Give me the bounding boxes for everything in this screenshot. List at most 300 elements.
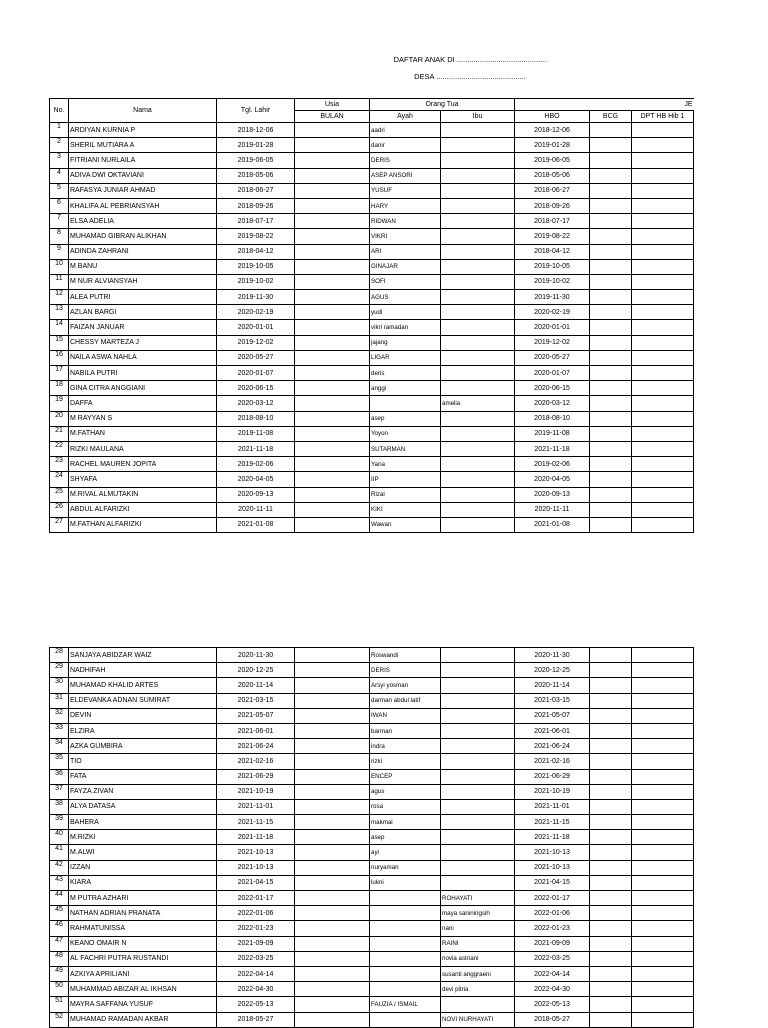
table-row: [50, 875, 694, 890]
birth-date: 2021-02-16: [217, 754, 295, 769]
dpt-cell: [632, 784, 694, 799]
table-row: [50, 441, 694, 456]
birth-date: 2020-09-13: [217, 487, 295, 502]
mother-name: [441, 517, 515, 532]
row-number: 14: [50, 320, 69, 335]
child-name: ADINDA ZAHRANI: [69, 244, 217, 259]
table-row: [50, 183, 694, 198]
birth-date: 2020-06-15: [217, 381, 295, 396]
father-name: anggi: [370, 381, 441, 396]
col-header-ibu: Ibu: [441, 111, 515, 123]
mother-name: [441, 860, 515, 875]
hbo-date: 2022-05-13: [515, 997, 590, 1012]
row-number: 41: [50, 845, 69, 860]
hbo-date: 2019-11-08: [515, 426, 590, 441]
mother-name: [441, 441, 515, 456]
bcg-cell: [590, 290, 632, 305]
mother-name: [441, 472, 515, 487]
row-number: 32: [50, 708, 69, 723]
dpt-cell: [632, 426, 694, 441]
age-months: [295, 966, 370, 981]
child-name: MUHAMAD GIBRAN ALIKHAN: [69, 229, 217, 244]
father-name: indra: [370, 739, 441, 754]
mother-name: [441, 320, 515, 335]
child-name: MUHAMAD RAMADAN AKBAR: [69, 1012, 217, 1027]
birth-date: 2019-06-05: [217, 153, 295, 168]
dpt-cell: [632, 517, 694, 532]
child-name: FATA: [69, 769, 217, 784]
child-name: ALEA PUTRI: [69, 290, 217, 305]
father-name: SOFI: [370, 274, 441, 289]
mother-name: [441, 305, 515, 320]
col-header-tgl-lahir: Tgl. Lahir: [217, 99, 295, 123]
col-header-nama: Nama: [69, 99, 217, 123]
dpt-cell: [632, 229, 694, 244]
bcg-cell: [590, 693, 632, 708]
age-months: [295, 845, 370, 860]
father-name: Roswandi: [370, 648, 441, 663]
mother-name: amelia: [441, 396, 515, 411]
hbo-date: 2021-06-29: [515, 769, 590, 784]
age-months: [295, 441, 370, 456]
father-name: Arsyi yosman: [370, 678, 441, 693]
bcg-cell: [590, 708, 632, 723]
mother-name: [441, 648, 515, 663]
hbo-date: 2022-01-06: [515, 906, 590, 921]
dpt-cell: [632, 502, 694, 517]
hbo-date: 2019-12-02: [515, 335, 590, 350]
birth-date: 2019-10-05: [217, 259, 295, 274]
row-number: 8: [50, 229, 69, 244]
table-row: [50, 229, 694, 244]
bcg-cell: [590, 754, 632, 769]
child-name: M PUTRA AZHARI: [69, 891, 217, 906]
bcg-cell: [590, 305, 632, 320]
age-months: [295, 305, 370, 320]
bcg-cell: [590, 891, 632, 906]
father-name: danir: [370, 138, 441, 153]
row-number: 42: [50, 860, 69, 875]
table-row: [50, 1012, 694, 1027]
birth-date: 2019-02-06: [217, 457, 295, 472]
bcg-cell: [590, 441, 632, 456]
bcg-cell: [590, 229, 632, 244]
hbo-date: 2019-02-06: [515, 457, 590, 472]
father-name: [370, 936, 441, 951]
table-row: [50, 648, 694, 663]
table-row: [50, 663, 694, 678]
age-months: [295, 739, 370, 754]
bcg-cell: [590, 350, 632, 365]
table-row: [50, 708, 694, 723]
birth-date: 2022-03-25: [217, 951, 295, 966]
mother-name: [441, 708, 515, 723]
birth-date: 2020-02-19: [217, 305, 295, 320]
mother-name: RAINI: [441, 936, 515, 951]
row-number: 50: [50, 982, 69, 997]
age-months: [295, 153, 370, 168]
row-number: 37: [50, 784, 69, 799]
child-name: SANJAYA ABIDZAR WAIZ: [69, 648, 217, 663]
age-months: [295, 350, 370, 365]
dpt-cell: [632, 441, 694, 456]
row-number: 49: [50, 966, 69, 981]
birth-date: 2021-06-01: [217, 723, 295, 738]
child-name: MAYRA SAFFANA YUSUF: [69, 997, 217, 1012]
col-header-ayah: Ayah: [370, 111, 441, 123]
bcg-cell: [590, 502, 632, 517]
dpt-cell: [632, 396, 694, 411]
bcg-cell: [590, 830, 632, 845]
mother-name: novia astriani: [441, 951, 515, 966]
bcg-cell: [590, 487, 632, 502]
birth-date: 2019-08-22: [217, 229, 295, 244]
table-row: [50, 769, 694, 784]
age-months: [295, 426, 370, 441]
bcg-cell: [590, 244, 632, 259]
mother-name: [441, 381, 515, 396]
father-name: Yana: [370, 457, 441, 472]
dpt-cell: [632, 982, 694, 997]
child-name: AZLAN BARGI: [69, 305, 217, 320]
bcg-cell: [590, 259, 632, 274]
hbo-date: 2019-11-30: [515, 290, 590, 305]
hbo-date: 2021-04-15: [515, 875, 590, 890]
row-number: 33: [50, 723, 69, 738]
hbo-date: 2020-11-11: [515, 502, 590, 517]
bcg-cell: [590, 678, 632, 693]
father-name: rizki: [370, 754, 441, 769]
age-months: [295, 259, 370, 274]
hbo-date: 2022-01-17: [515, 891, 590, 906]
hbo-date: 2019-08-22: [515, 229, 590, 244]
birth-date: 2018-04-12: [217, 244, 295, 259]
father-name: KIKI: [370, 502, 441, 517]
father-name: vikri ramadan: [370, 320, 441, 335]
child-name: ABDUL ALFARIZKI: [69, 502, 217, 517]
hbo-date: 2020-01-07: [515, 366, 590, 381]
table-row: [50, 936, 694, 951]
row-number: 28: [50, 648, 69, 663]
row-number: 48: [50, 951, 69, 966]
age-months: [295, 663, 370, 678]
age-months: [295, 183, 370, 198]
bcg-cell: [590, 723, 632, 738]
mother-name: devi pitria: [441, 982, 515, 997]
bcg-cell: [590, 936, 632, 951]
dpt-cell: [632, 799, 694, 814]
table-row: [50, 396, 694, 411]
age-months: [295, 366, 370, 381]
mother-name: nani: [441, 921, 515, 936]
row-number: 39: [50, 815, 69, 830]
hbo-date: 2021-05-07: [515, 708, 590, 723]
child-name: AZKA GUMBIRA: [69, 739, 217, 754]
age-months: [295, 123, 370, 138]
hbo-date: 2020-09-13: [515, 487, 590, 502]
table-row: [50, 693, 694, 708]
dpt-cell: [632, 366, 694, 381]
age-months: [295, 381, 370, 396]
birth-date: 2021-09-09: [217, 936, 295, 951]
col-header-dpt: DPT HB Hib 1: [632, 111, 694, 123]
table-row: [50, 678, 694, 693]
row-number: 12: [50, 290, 69, 305]
row-number: 3: [50, 153, 69, 168]
birth-date: 2018-05-27: [217, 1012, 295, 1027]
mother-name: [441, 123, 515, 138]
hbo-date: 2019-01-28: [515, 138, 590, 153]
dpt-cell: [632, 723, 694, 738]
child-name: M NUR ALVIANSYAH: [69, 274, 217, 289]
hbo-date: 2021-06-01: [515, 723, 590, 738]
dpt-cell: [632, 815, 694, 830]
dpt-cell: [632, 966, 694, 981]
child-name: RACHEL MAUREN JOPITA: [69, 457, 217, 472]
row-number: 45: [50, 906, 69, 921]
father-name: AGUS: [370, 290, 441, 305]
child-name: ARDIYAN KURNIA P: [69, 123, 217, 138]
dpt-cell: [632, 951, 694, 966]
age-months: [295, 168, 370, 183]
birth-date: 2020-11-11: [217, 502, 295, 517]
age-months: [295, 951, 370, 966]
father-name: darman abdul latif: [370, 693, 441, 708]
dpt-cell: [632, 891, 694, 906]
birth-date: 2022-04-30: [217, 982, 295, 997]
dpt-cell: [632, 335, 694, 350]
child-name: ADIVA DWI OKTAVIANI: [69, 168, 217, 183]
mother-name: [441, 784, 515, 799]
child-name: NADHIFAH: [69, 663, 217, 678]
dpt-cell: [632, 693, 694, 708]
table-row: [50, 860, 694, 875]
mother-name: NOVI NURHAYATI: [441, 1012, 515, 1027]
child-name: M.RIZKI: [69, 830, 217, 845]
row-number: 24: [50, 472, 69, 487]
bcg-cell: [590, 921, 632, 936]
child-name: M.RIVAL ALMUTAKIN: [69, 487, 217, 502]
birth-date: 2019-11-08: [217, 426, 295, 441]
mother-name: [441, 723, 515, 738]
bcg-cell: [590, 951, 632, 966]
row-number: 29: [50, 663, 69, 678]
birth-date: 2022-01-17: [217, 891, 295, 906]
father-name: [370, 966, 441, 981]
col-header-usia: Usia: [295, 99, 370, 111]
hbo-date: 2022-04-30: [515, 982, 590, 997]
col-header-bcg: BCG: [590, 111, 632, 123]
father-name: RIDWAN: [370, 214, 441, 229]
birth-date: 2022-01-23: [217, 921, 295, 936]
birth-date: 2022-05-13: [217, 997, 295, 1012]
table-row: [50, 966, 694, 981]
birth-date: 2021-03-15: [217, 693, 295, 708]
hbo-date: 2021-03-15: [515, 693, 590, 708]
row-number: 38: [50, 799, 69, 814]
father-name: jajang: [370, 335, 441, 350]
row-number: 44: [50, 891, 69, 906]
table-row: [50, 274, 694, 289]
dpt-cell: [632, 754, 694, 769]
birth-date: 2019-10-02: [217, 274, 295, 289]
bcg-cell: [590, 982, 632, 997]
hbo-date: 2019-10-05: [515, 259, 590, 274]
child-name: RAHMATUNISSA: [69, 921, 217, 936]
child-name: NATHAN ADRIAN PRANATA: [69, 906, 217, 921]
bcg-cell: [590, 381, 632, 396]
bcg-cell: [590, 769, 632, 784]
father-name: DERIS: [370, 663, 441, 678]
dpt-cell: [632, 274, 694, 289]
dpt-cell: [632, 830, 694, 845]
bcg-cell: [590, 183, 632, 198]
father-name: [370, 951, 441, 966]
child-name: ELDEVANKA ADNAN SUMIRAT: [69, 693, 217, 708]
child-name: M BANU: [69, 259, 217, 274]
child-name: SHERIL MUTIARA A: [69, 138, 217, 153]
birth-date: 2021-11-15: [217, 815, 295, 830]
document-title: DAFTAR ANAK DI ...........................................: [393, 55, 547, 64]
birth-date: 2020-12-25: [217, 663, 295, 678]
age-months: [295, 487, 370, 502]
child-name: M.FATHAN: [69, 426, 217, 441]
father-name: LIGAR: [370, 350, 441, 365]
bcg-cell: [590, 784, 632, 799]
hbo-date: 2022-03-25: [515, 951, 590, 966]
mother-name: [441, 259, 515, 274]
hbo-date: 2021-06-24: [515, 739, 590, 754]
hbo-date: 2018-09-26: [515, 198, 590, 213]
mother-name: [441, 845, 515, 860]
bcg-cell: [590, 906, 632, 921]
age-months: [295, 997, 370, 1012]
mother-name: ROHAYATI: [441, 891, 515, 906]
row-number: 51: [50, 997, 69, 1012]
child-name: TIO: [69, 754, 217, 769]
birth-date: 2018-05-06: [217, 168, 295, 183]
mother-name: susanti anggraeni: [441, 966, 515, 981]
father-name: makmal: [370, 815, 441, 830]
father-name: VIKRI: [370, 229, 441, 244]
mother-name: [441, 457, 515, 472]
table-row: [50, 517, 694, 532]
age-months: [295, 799, 370, 814]
birth-date: 2021-10-13: [217, 860, 295, 875]
mother-name: [441, 229, 515, 244]
mother-name: [441, 502, 515, 517]
dpt-cell: [632, 244, 694, 259]
row-number: 4: [50, 168, 69, 183]
father-name: HARY: [370, 198, 441, 213]
father-name: deris: [370, 366, 441, 381]
birth-date: 2020-11-14: [217, 678, 295, 693]
mother-name: [441, 366, 515, 381]
dpt-cell: [632, 259, 694, 274]
birth-date: 2018-07-17: [217, 214, 295, 229]
bcg-cell: [590, 153, 632, 168]
birth-date: 2022-04-14: [217, 966, 295, 981]
child-name: CHESSY MARTEZA J: [69, 335, 217, 350]
child-name: M.FATHAN ALFARIZKI: [69, 517, 217, 532]
dpt-cell: [632, 305, 694, 320]
bcg-cell: [590, 739, 632, 754]
bcg-cell: [590, 168, 632, 183]
row-number: 18: [50, 381, 69, 396]
mother-name: [441, 769, 515, 784]
hbo-date: 2021-11-01: [515, 799, 590, 814]
child-name: ELSA ADELIA: [69, 214, 217, 229]
dpt-cell: [632, 997, 694, 1012]
father-name: GINAJAR: [370, 259, 441, 274]
row-number: 7: [50, 214, 69, 229]
bcg-cell: [590, 123, 632, 138]
father-name: [370, 396, 441, 411]
hbo-date: 2018-08-10: [515, 411, 590, 426]
hbo-date: 2020-03-12: [515, 396, 590, 411]
dpt-cell: [632, 860, 694, 875]
child-name: DAFFA: [69, 396, 217, 411]
mother-name: [441, 830, 515, 845]
age-months: [295, 457, 370, 472]
birth-date: 2018-12-06: [217, 123, 295, 138]
child-name: AL FACHRI PUTRA RUSTANDI: [69, 951, 217, 966]
father-name: yudi: [370, 305, 441, 320]
table-row: [50, 305, 694, 320]
dpt-cell: [632, 769, 694, 784]
age-months: [295, 274, 370, 289]
age-months: [295, 396, 370, 411]
child-name: BAHERA: [69, 815, 217, 830]
table-row: [50, 259, 694, 274]
dpt-cell: [632, 198, 694, 213]
birth-date: 2021-10-19: [217, 784, 295, 799]
table-row: [50, 845, 694, 860]
bcg-cell: [590, 366, 632, 381]
bcg-cell: [590, 648, 632, 663]
birth-date: 2019-12-02: [217, 335, 295, 350]
dpt-cell: [632, 648, 694, 663]
hbo-date: 2021-09-09: [515, 936, 590, 951]
mother-name: [441, 214, 515, 229]
birth-date: 2022-01-06: [217, 906, 295, 921]
dpt-cell: [632, 183, 694, 198]
mother-name: [441, 678, 515, 693]
hbo-date: 2018-06-27: [515, 183, 590, 198]
dpt-cell: [632, 123, 694, 138]
mother-name: [441, 815, 515, 830]
father-name: asep: [370, 411, 441, 426]
mother-name: [441, 153, 515, 168]
dpt-cell: [632, 153, 694, 168]
dpt-cell: [632, 845, 694, 860]
age-months: [295, 244, 370, 259]
birth-date: 2020-04-05: [217, 472, 295, 487]
mother-name: [441, 290, 515, 305]
table-row: [50, 153, 694, 168]
hbo-date: 2020-11-30: [515, 648, 590, 663]
father-name: Rizal: [370, 487, 441, 502]
age-months: [295, 472, 370, 487]
father-name: nuryaman: [370, 860, 441, 875]
age-months: [295, 693, 370, 708]
row-number: 19: [50, 396, 69, 411]
table-row: [50, 502, 694, 517]
hbo-date: 2020-04-05: [515, 472, 590, 487]
row-number: 25: [50, 487, 69, 502]
table-row: [50, 906, 694, 921]
age-months: [295, 502, 370, 517]
